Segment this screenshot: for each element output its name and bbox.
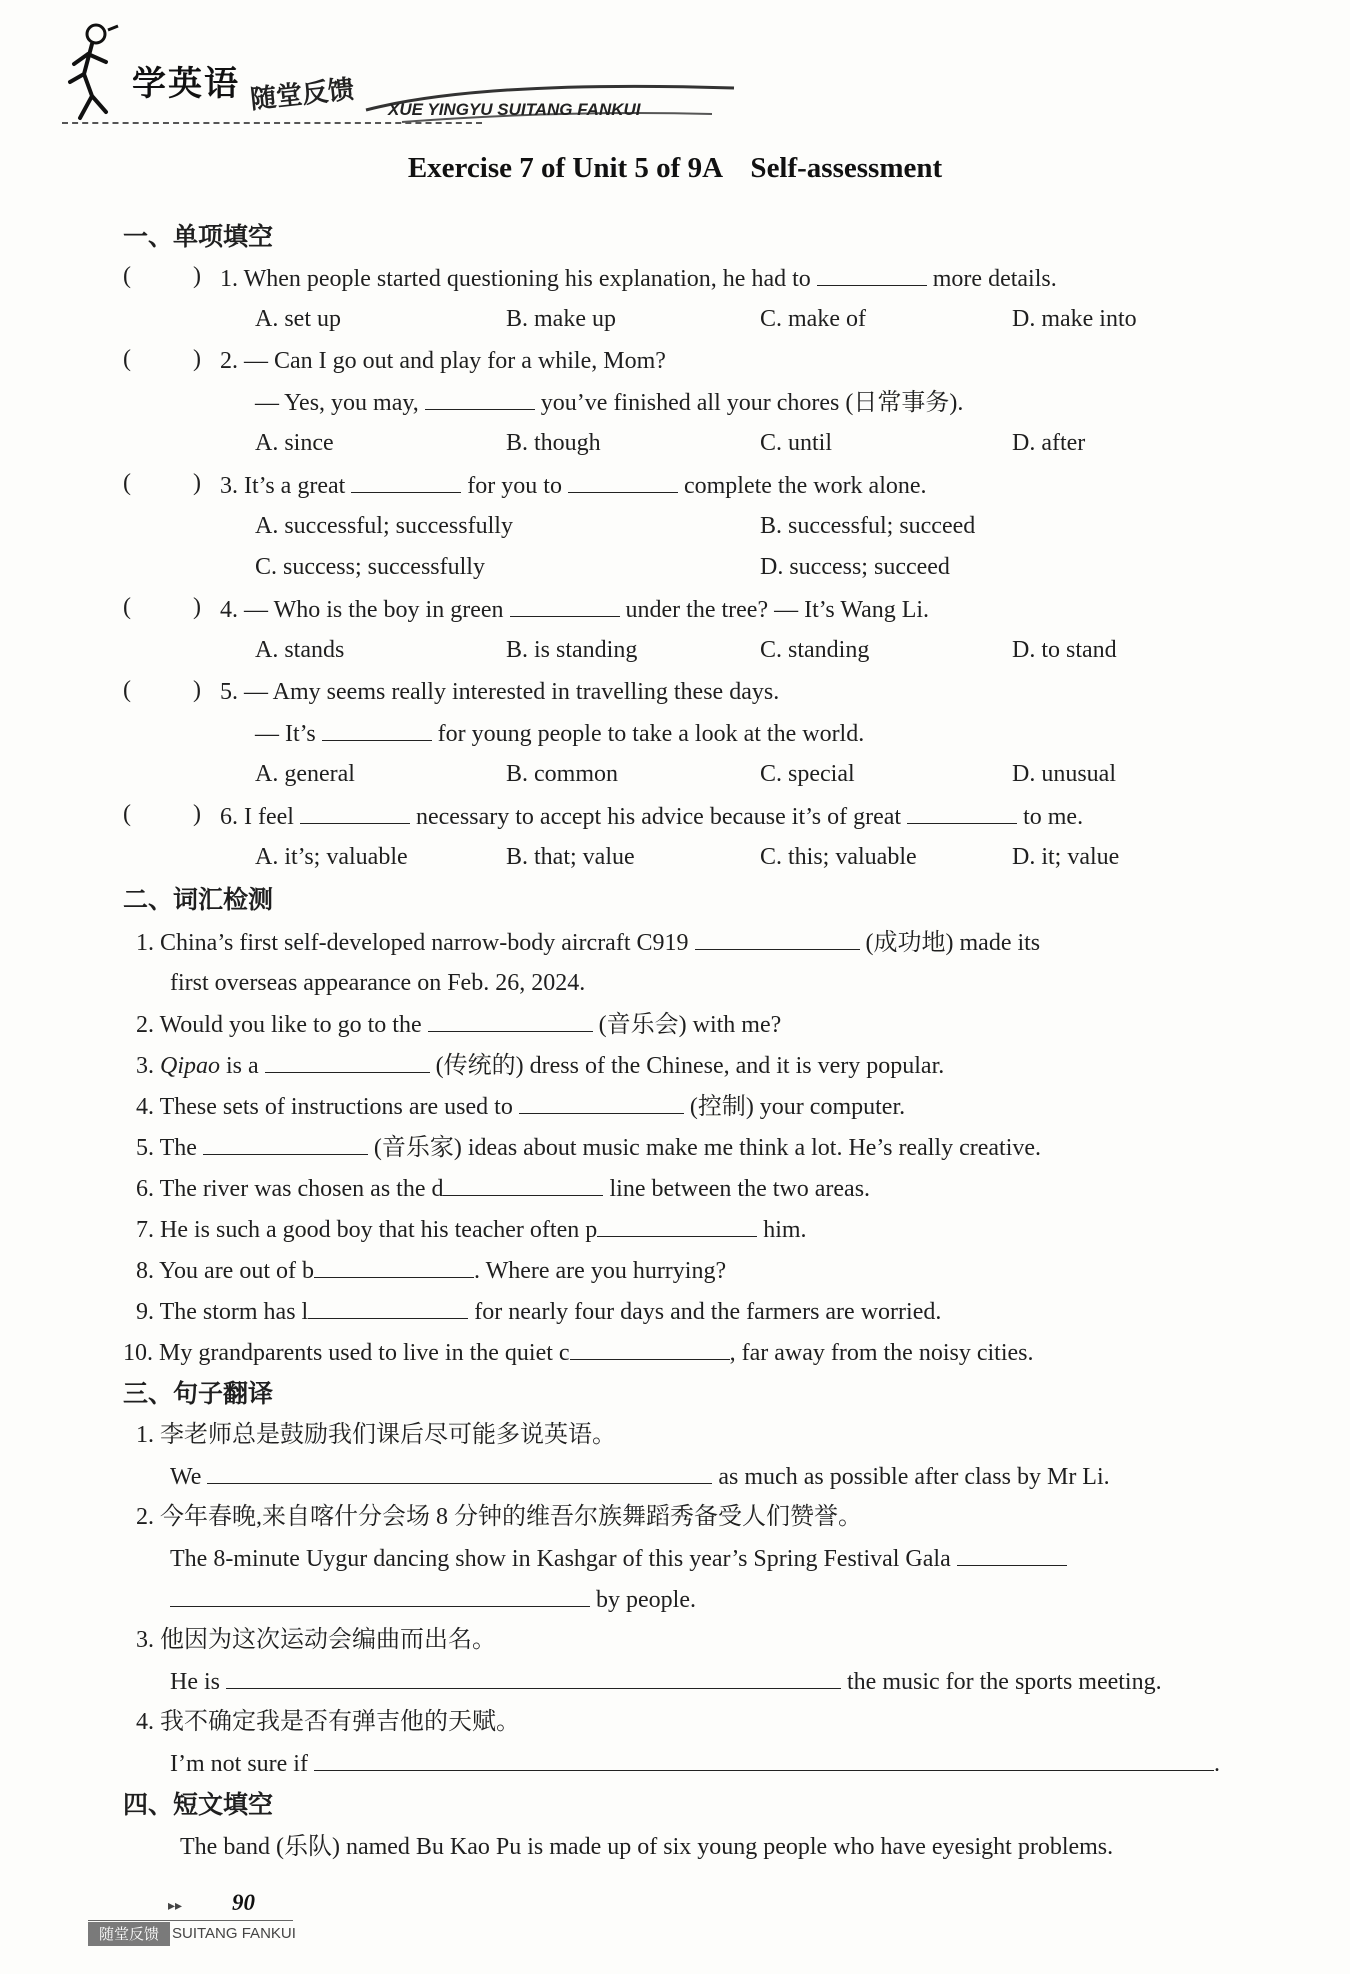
header-logo — [62, 18, 682, 128]
section2-heading: 二、词汇检测 — [123, 885, 274, 914]
question-text: It’s a great — [244, 473, 346, 499]
item-number: 10. — [123, 1340, 153, 1366]
question-number: 5. — [220, 679, 238, 705]
answer-blank[interactable] — [817, 263, 927, 286]
runner-logo-icon — [62, 22, 120, 122]
question-text: more details. — [932, 266, 1057, 292]
option-a: A. successful; successfully — [255, 513, 513, 539]
item-text: is a — [226, 1053, 259, 1079]
vocab-item-5 — [136, 1132, 1041, 1163]
option-d: D. success; succeed — [760, 554, 950, 580]
footer-label-box: 随堂反馈 — [88, 1922, 170, 1946]
option-b: B. common — [506, 761, 618, 787]
question-1 — [220, 263, 1057, 294]
chinese-sentence: 李老师总是鼓励我们课后尽可能多说英语。 — [160, 1422, 616, 1448]
option-b: B. that; value — [506, 844, 635, 870]
item-number: 2. — [136, 1012, 154, 1038]
question-text: — Amy seems really interested in travelling these days. — [244, 679, 780, 705]
answer-blank[interactable] — [510, 594, 620, 617]
item-number: 2. — [136, 1504, 154, 1530]
option-b: B. successful; succeed — [760, 513, 976, 539]
item-number: 3. — [136, 1053, 154, 1079]
item-text: Would you like to go to the — [159, 1012, 422, 1038]
item-number: 1. — [136, 930, 154, 956]
item-text: . — [1213, 1751, 1220, 1777]
question-3 — [220, 470, 927, 501]
item-text: Qipao — [160, 1053, 220, 1079]
item-text: He is — [170, 1669, 220, 1695]
footer-label-en: SUITANG FANKUI — [172, 1925, 296, 1942]
item-number: 4. — [136, 1709, 154, 1735]
option-c: C. make of — [760, 306, 866, 332]
answer-blank[interactable] — [207, 1461, 712, 1484]
item-text: for nearly four days and the farmers are worried. — [474, 1299, 942, 1325]
option-c: C. standing — [760, 637, 870, 663]
header-divider — [62, 122, 482, 124]
item-number: 1. — [136, 1422, 154, 1448]
item-text: by people. — [596, 1587, 696, 1613]
answer-blank[interactable] — [203, 1132, 368, 1155]
item-text: The storm has l — [159, 1299, 309, 1325]
option-d: D. after — [1012, 430, 1086, 456]
answer-paren-open: ( — [123, 263, 131, 289]
question-5-line2 — [255, 718, 864, 749]
vocab-item-1-line2: first overseas appearance on Feb. 26, 2024. — [170, 970, 586, 996]
question-text: necessary to accept his advice because it’s of great — [415, 804, 902, 830]
chinese-sentence: 我不确定我是否有弹吉他的天赋。 — [160, 1709, 520, 1735]
answer-blank[interactable] — [425, 387, 535, 410]
question-5 — [220, 677, 779, 707]
answer-paren-open: ( — [123, 346, 131, 372]
vocab-item-2 — [136, 1009, 781, 1040]
item-text: I’m not sure if — [170, 1751, 308, 1777]
answer-blank[interactable] — [314, 1748, 1214, 1771]
question-2-line2 — [255, 387, 963, 418]
option-a: A. stands — [255, 637, 345, 663]
answer-paren-open: ( — [123, 801, 131, 827]
option-a: A. since — [255, 430, 334, 456]
translation-2-english-line2 — [170, 1584, 696, 1615]
question-text: for young people to take a look at the world. — [437, 721, 865, 747]
question-text: you’ve finished all your chores (日常事务). — [540, 390, 964, 416]
translation-1-chinese — [136, 1420, 616, 1450]
logo-chinese-subtitle: 随堂反馈 — [248, 74, 356, 116]
item-text: (成功地) made its — [865, 930, 1041, 956]
question-text: under the tree? — It’s Wang Li. — [625, 597, 930, 623]
chinese-sentence: 他因为这次运动会编曲而出名。 — [160, 1627, 496, 1653]
answer-blank[interactable] — [428, 1009, 593, 1032]
section4-heading: 四、短文填空 — [123, 1790, 274, 1819]
option-c: C. this; valuable — [760, 844, 917, 870]
item-text: the music for the sports meeting. — [847, 1669, 1162, 1695]
option-a: A. it’s; valuable — [255, 844, 408, 870]
chinese-sentence: 今年春晚,来自喀什分会场 8 分钟的维吾尔族舞蹈秀备受人们赞誉。 — [160, 1504, 862, 1530]
vocab-item-10 — [123, 1337, 1033, 1368]
translation-3-english — [170, 1666, 1162, 1697]
answer-blank[interactable] — [351, 470, 461, 493]
item-text: (音乐家) ideas about music make me think a lot. He’s really creative. — [373, 1135, 1042, 1161]
option-b: B. make up — [506, 306, 616, 332]
question-number: 4. — [220, 597, 238, 623]
logo-chinese-title: 学英语 — [132, 64, 240, 104]
item-text: (音乐会) with me? — [598, 1012, 782, 1038]
item-text: China’s first self-developed narrow-body aircraft C919 — [160, 930, 689, 956]
question-text: — Can I go out and play for a while, Mom? — [244, 348, 666, 374]
item-number: 6. — [136, 1176, 154, 1202]
item-number: 9. — [136, 1299, 154, 1325]
item-number: 3. — [136, 1627, 154, 1653]
item-text: (传统的) dress of the Chinese, and it is very popular. — [435, 1053, 945, 1079]
answer-blank[interactable] — [226, 1666, 841, 1689]
answer-blank[interactable] — [308, 1296, 468, 1319]
option-a: A. general — [255, 761, 355, 787]
option-b: B. though — [506, 430, 601, 456]
answer-paren-close: ) — [193, 677, 201, 703]
answer-blank[interactable] — [265, 1050, 430, 1073]
question-number: 2. — [220, 348, 238, 374]
option-c: C. success; successfully — [255, 554, 485, 580]
option-c: C. special — [760, 761, 855, 787]
question-text: for you to — [467, 473, 562, 499]
section3-heading: 三、句子翻译 — [123, 1379, 274, 1408]
answer-paren-open: ( — [123, 677, 131, 703]
page-title: Exercise 7 of Unit 5 of 9A Self-assessment — [407, 152, 943, 184]
question-number: 1. — [220, 266, 238, 292]
vocab-item-4 — [136, 1091, 905, 1122]
item-number: 4. — [136, 1094, 154, 1120]
footer-divider — [88, 1920, 293, 1921]
answer-blank[interactable] — [300, 801, 410, 824]
option-d: D. make into — [1012, 306, 1137, 332]
answer-blank[interactable] — [957, 1543, 1067, 1566]
vocab-item-7 — [136, 1214, 807, 1245]
item-text: My grandparents used to live in the quiet c — [159, 1340, 570, 1366]
translation-4-chinese — [136, 1707, 520, 1737]
option-b: B. is standing — [506, 637, 638, 663]
answer-paren-open: ( — [123, 470, 131, 496]
question-text: — It’s — [255, 721, 316, 747]
item-number: 8. — [136, 1258, 154, 1284]
translation-2-english — [170, 1543, 1067, 1574]
answer-paren-close: ) — [193, 470, 201, 496]
answer-paren-close: ) — [193, 594, 201, 620]
question-text: complete the work alone. — [683, 473, 927, 499]
question-text: — Yes, you may, — [255, 390, 419, 416]
item-text: , far away from the noisy cities. — [729, 1340, 1034, 1366]
answer-blank[interactable] — [443, 1173, 603, 1196]
vocab-item-6 — [136, 1173, 870, 1204]
item-number: 7. — [136, 1217, 154, 1243]
answer-blank[interactable] — [907, 801, 1017, 824]
answer-blank[interactable] — [170, 1584, 590, 1607]
answer-paren-close: ) — [193, 263, 201, 289]
page-number: 90 — [232, 1890, 255, 1915]
item-text: The river was chosen as the d — [159, 1176, 444, 1202]
option-d: D. unusual — [1012, 761, 1116, 787]
question-4 — [220, 594, 929, 625]
item-number: 5. — [136, 1135, 154, 1161]
vocab-item-3 — [136, 1050, 944, 1081]
vocab-item-1 — [136, 927, 1040, 958]
answer-blank[interactable] — [570, 1337, 730, 1360]
footer-arrow-icon: ▸▸ — [168, 1898, 183, 1914]
item-text: He is such a good boy that his teacher often p — [160, 1217, 598, 1243]
answer-blank[interactable] — [568, 470, 678, 493]
translation-4-english — [170, 1748, 1220, 1779]
option-d: D. to stand — [1012, 637, 1117, 663]
passage-text: The band (乐队) named Bu Kao Pu is made up of six young people who have eyesight problems. — [180, 1834, 1114, 1860]
question-text: — Who is the boy in green — [244, 597, 504, 623]
answer-blank[interactable] — [519, 1091, 684, 1114]
item-text: him. — [763, 1217, 807, 1243]
option-d: D. it; value — [1012, 844, 1120, 870]
option-a: A. set up — [255, 306, 341, 332]
translation-3-chinese — [136, 1625, 496, 1655]
answer-paren-close: ) — [193, 346, 201, 372]
question-text: I feel — [244, 804, 294, 830]
vocab-item-9 — [136, 1296, 941, 1327]
item-text: . Where are you hurrying? — [474, 1258, 727, 1284]
answer-blank[interactable] — [597, 1214, 757, 1237]
logo-pinyin: XUE YINGYU SUITANG FANKUI — [388, 100, 641, 119]
vocab-item-8 — [136, 1255, 726, 1286]
item-text: You are out of b — [159, 1258, 314, 1284]
item-text: These sets of instructions are used to — [159, 1094, 513, 1120]
answer-paren-open: ( — [123, 594, 131, 620]
option-c: C. until — [760, 430, 833, 456]
question-text: When people started questioning his explanation, he had to — [243, 266, 811, 292]
question-number: 6. — [220, 804, 238, 830]
item-text: (控制) your computer. — [689, 1094, 906, 1120]
section1-heading: 一、单项填空 — [123, 222, 274, 251]
item-text: The 8-minute Uygur dancing show in Kashgar of this year’s Spring Festival Gala — [170, 1546, 951, 1572]
translation-1-english — [170, 1461, 1110, 1492]
answer-blank[interactable] — [695, 927, 860, 950]
question-text: to me. — [1023, 804, 1084, 830]
answer-paren-close: ) — [193, 801, 201, 827]
question-2 — [220, 346, 666, 376]
question-6 — [220, 801, 1083, 832]
item-text: The — [159, 1135, 197, 1161]
answer-blank[interactable] — [314, 1255, 474, 1278]
item-text: line between the two areas. — [609, 1176, 871, 1202]
item-text: We — [170, 1464, 202, 1490]
item-text: as much as possible after class by Mr Li. — [718, 1464, 1110, 1490]
translation-2-chinese — [136, 1502, 862, 1532]
answer-blank[interactable] — [322, 718, 432, 741]
question-number: 3. — [220, 473, 238, 499]
